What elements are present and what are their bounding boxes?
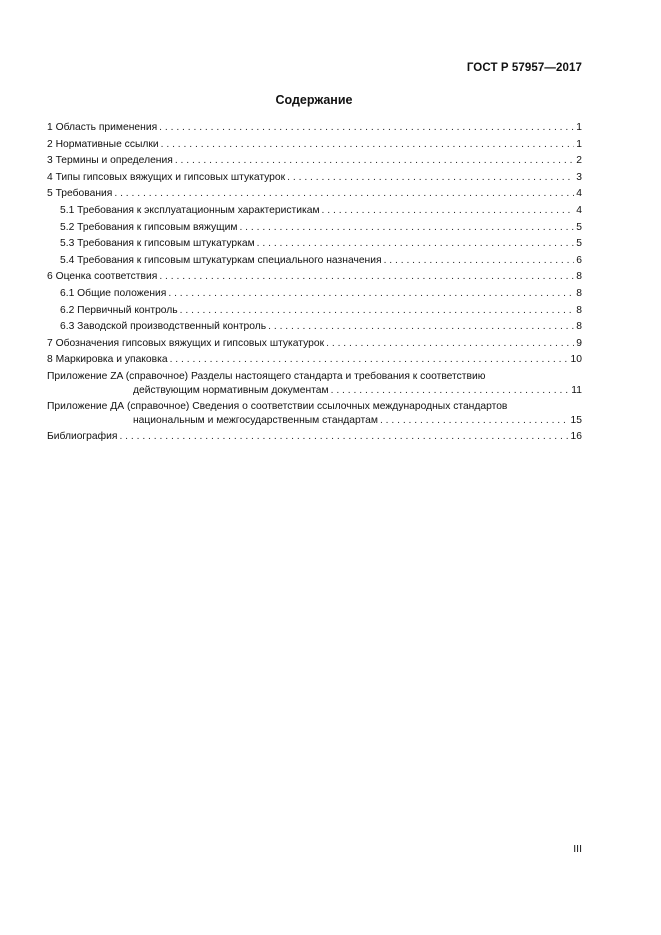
toc-entry-8[interactable] <box>47 352 582 369</box>
toc-title: Содержание <box>275 93 353 107</box>
document-code: ГОСТ Р 57957—2017 <box>466 62 582 74</box>
toc-entry-text: 5.2 Требования к гипсовым вяжущим <box>60 221 238 233</box>
leader-dots <box>168 286 574 303</box>
annex-za-title-line2: действующим нормативным документам <box>133 385 329 397</box>
leader-dots <box>331 384 570 399</box>
toc-entry-page: 2 <box>576 155 582 167</box>
toc-entry-5-3[interactable] <box>47 236 582 253</box>
toc-entry-text: 1 Область применения <box>47 122 158 133</box>
leader-dots <box>257 236 574 253</box>
leader-dots <box>268 319 574 336</box>
toc-entry-6-3[interactable] <box>47 319 582 336</box>
toc-entry-6-1[interactable] <box>47 286 582 303</box>
toc-entry-page: 8 <box>576 304 582 316</box>
toc-entry-text: 6 Оценка соответствия <box>47 271 158 283</box>
toc-entry-page: 4 <box>576 188 582 200</box>
leader-dots <box>326 336 574 353</box>
toc-entry-annex-za[interactable] <box>47 370 582 399</box>
toc-entry-text: 5.4 Требования к гипсовым штукатуркам специального назначения <box>60 254 382 266</box>
leader-dots <box>322 203 574 220</box>
toc-entry-page: 4 <box>576 204 582 216</box>
toc-entry-page: 1 <box>576 138 582 150</box>
leader-dots <box>239 220 574 237</box>
toc-entry-5[interactable] <box>47 186 582 203</box>
toc-entry-text: 2 Нормативные ссылки <box>47 138 159 150</box>
toc-entry-7[interactable] <box>47 336 582 353</box>
toc-entry-page: 8 <box>576 287 582 299</box>
toc-entry-text: 6.1 Общие положения <box>60 287 167 299</box>
toc-entry-page: 5 <box>576 238 582 250</box>
leader-dots <box>380 414 569 429</box>
leader-dots <box>161 137 574 154</box>
toc-entry-5-2[interactable] <box>47 220 582 237</box>
toc-entry-text: 5 Требования <box>47 188 113 200</box>
toc-entry-text: Библиография <box>47 430 118 442</box>
annex-da-title-line1: Приложение ДА (справочное) Сведения о соответствии ссылочных международных стандартов <box>47 400 508 412</box>
annex-da-continuation <box>47 414 582 429</box>
leader-dots <box>170 352 569 369</box>
toc-entry-page: 9 <box>576 337 582 349</box>
leader-dots <box>175 153 574 170</box>
toc-entry-text: 5.3 Требования к гипсовым штукатуркам <box>60 238 255 250</box>
toc-entry-bibliography[interactable] <box>47 429 582 446</box>
toc-entry-6[interactable] <box>47 269 582 286</box>
toc-entry-page: 8 <box>576 271 582 283</box>
toc-entry-page: 5 <box>576 221 582 233</box>
leader-dots <box>159 120 574 137</box>
leader-dots <box>287 170 574 187</box>
toc-entry-page: 11 <box>571 385 582 397</box>
annex-za-continuation <box>47 384 582 399</box>
toc-entry-5-1[interactable] <box>47 203 582 220</box>
annex-da-title-line2: национальным и межгосударственным стандартам <box>133 415 378 427</box>
leader-dots <box>119 429 568 446</box>
toc-entry-text: 8 Маркировка и упаковка <box>47 354 168 366</box>
toc-entry-text: 6.3 Заводской производственный контроль <box>60 321 267 333</box>
toc-entry-2[interactable] <box>47 137 582 154</box>
toc-entry-4[interactable] <box>47 170 582 187</box>
toc-entry-text: 3 Термины и определения <box>47 155 173 167</box>
toc-entry-text: 7 Обозначения гипсовых вяжущих и гипсовых штукатурок <box>47 337 325 349</box>
toc-entry-page: 15 <box>570 415 582 427</box>
table-of-contents <box>47 120 582 446</box>
toc-entry-page: 6 <box>576 254 582 266</box>
toc-entry-6-2[interactable] <box>47 303 582 320</box>
toc-entry-text: 4 Типы гипсовых вяжущих и гипсовых штукатурок <box>47 171 286 183</box>
annex-za-title-line1: Приложение ZA (справочное) Разделы настоящего стандарта и требования к соответствию <box>47 370 486 382</box>
toc-entry-3[interactable] <box>47 153 582 170</box>
toc-entry-page: 16 <box>570 430 582 442</box>
page-number: III <box>573 843 582 855</box>
toc-entry-page: 1 <box>576 122 582 133</box>
toc-entry-page: 3 <box>576 171 582 183</box>
leader-dots <box>114 186 574 203</box>
toc-entry-1[interactable] <box>47 120 582 137</box>
toc-entry-page: 10 <box>570 354 582 366</box>
toc-entry-text: 6.2 Первичный контроль <box>60 304 178 316</box>
toc-entry-5-4[interactable] <box>47 253 582 270</box>
toc-entry-annex-da[interactable] <box>47 400 582 429</box>
toc-entry-text: 5.1 Требования к эксплуатационным характеристикам <box>60 204 320 216</box>
leader-dots <box>159 269 574 286</box>
toc-entry-page: 8 <box>576 321 582 333</box>
leader-dots <box>180 303 574 320</box>
leader-dots <box>384 253 574 270</box>
